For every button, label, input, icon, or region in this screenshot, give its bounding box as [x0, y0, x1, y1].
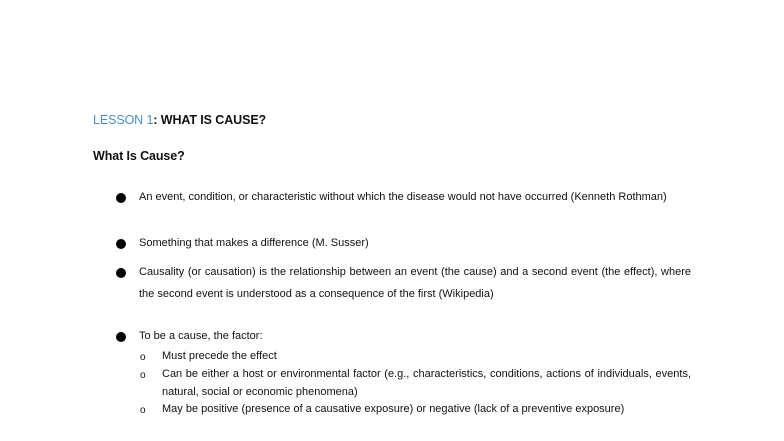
- sub-bullet-icon: o: [140, 405, 146, 416]
- bullet-icon: [116, 268, 126, 278]
- lesson-title: : WHAT IS CAUSE?: [153, 113, 267, 127]
- bullet-icon: [116, 332, 126, 342]
- bullet-text-1: An event, condition, or characteristic without which the disease would not have occurred (Kenneth Rothman): [139, 191, 667, 203]
- sub-item-2: Can be either a host or environmental factor (e.g., characteristics, conditions, actions of individuals, events, natural, social or economic phenomena): [162, 368, 691, 398]
- bullet-icon: [116, 239, 126, 249]
- bullet-text-2: Something that makes a difference (M. Susser): [139, 237, 369, 249]
- sub-item-1: Must precede the effect: [162, 350, 277, 362]
- section-heading: What Is Cause?: [93, 149, 185, 163]
- sub-bullet-icon: o: [140, 352, 146, 363]
- sub-bullet-icon: o: [140, 370, 146, 381]
- lesson-number: LESSON 1: [93, 113, 154, 127]
- sub-item-3: May be positive (presence of a causative exposure) or negative (lack of a preventive exposure): [162, 403, 625, 415]
- bullet-text-4: To be a cause, the factor:: [139, 330, 263, 342]
- bullet-icon: [116, 193, 126, 203]
- bullet-text-3: Causality (or causation) is the relationship between an event (the cause) and a second event (the effect), where the second event is understood as a consequence of the first (Wikipedia): [139, 266, 691, 300]
- lesson-heading: [93, 113, 266, 127]
